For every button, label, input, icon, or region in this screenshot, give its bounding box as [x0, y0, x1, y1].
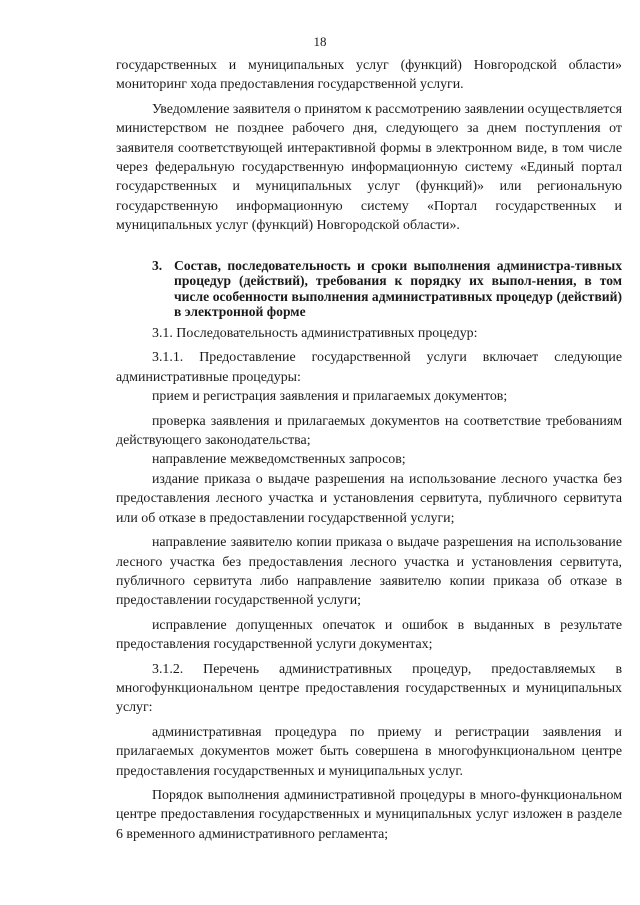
paragraph: Уведомление заявителя о принятом к рассмотрению заявлении осуществляется министерством не позднее рабочего дня, следующего за днем поступления от заявителя соответствующей интерактивной формы в электронном виде, в том числе через федеральную государственную информационную систему «Единый портал государственных и муниципальных услуг (функций)» или региональную государственную информационную систему «Портал государственных и муниципальных услуг (функций) Новгородской области».: [116, 101, 622, 234]
paragraph: Порядок выполнения административной процедуры в много-функциональном центре предоставления государственных и муниципальных услуг изложен в разделе 6 временного административного регламента;: [116, 787, 622, 842]
paragraph: 3.1. Последовательность административных процедур:: [152, 326, 478, 342]
paragraph: административная процедура по приему и регистрации заявления и прилагаемых документов может быть совершена в многофункциональном центре предоставления государственных и муниципальных услуг.: [116, 724, 622, 779]
list-item: направление межведомственных запросов;: [152, 452, 406, 468]
list-item: издание приказа о выдаче разрешения на использование лесного участка без предоставления лесного участка и установления сервитута, публичного сервитута или об отказе в предоставлении государственной услуги;: [116, 471, 622, 526]
list-item: исправление допущенных опечаток и ошибок в выданных в результате предоставления государственной услуги документах;: [116, 617, 622, 653]
paragraph: 3.1.1. Предоставление государственной услуги включает следующие административные процедуры:: [116, 350, 622, 385]
document-body: [116, 56, 622, 844]
list-item: направление заявителю копии приказа о выдаче разрешения на использование лесного участка без предоставления лесного участка и установления сервитута, публичного сервитута либо направление заявителю копии приказа об отказе в предоставлении государственной услуги;: [116, 535, 622, 609]
list-item: прием и регистрация заявления и прилагаемых документов;: [152, 389, 508, 405]
section-heading: [116, 258, 622, 320]
paragraph: государственных и муниципальных услуг (функций) Новгородской области» мониторинг хода предоставления государственной услуги.: [116, 58, 622, 93]
page-number: 18: [313, 34, 327, 49]
list-item: проверка заявления и прилагаемых документов на соответствие требованиям действующего законодательства;: [116, 413, 622, 449]
paragraph: 3.1.2. Перечень административных процедур, предоставляемых в многофункциональном центре предоставления государственных и муниципальных услуг:: [116, 661, 622, 716]
section-number: 3.: [152, 257, 163, 273]
section-title: Состав, последовательность и сроки выполнения администра-тивных процедур (действий), требования к порядку их выпол-нения, в том числе особенности выполнения административных процедур (действий) в электронной форме: [174, 257, 622, 320]
